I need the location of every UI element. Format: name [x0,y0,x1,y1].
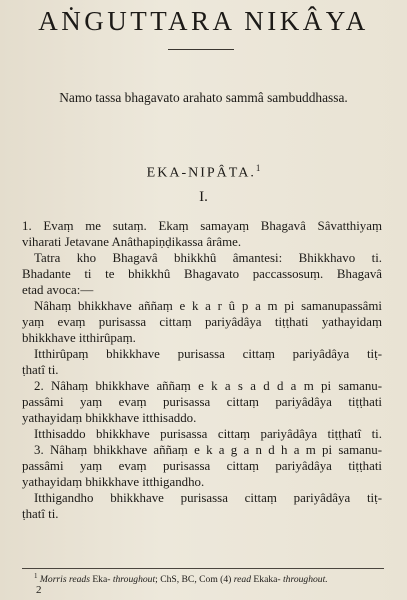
footnote [34,572,328,585]
text-line: Itthigandho bhikkhave purisassa cittaṃ pariyâdâya tiṭ- [34,491,382,505]
section-footnote-marker: 1 [255,163,261,173]
text-line: yathayidaṃ bhikkhave itthisaddo. [22,411,197,425]
footnote-italic: throughout. [282,574,328,586]
text-line: passâmi yaṃ evaṃ purisassa cittaṃ pariyâdâya tiṭṭhati [22,395,382,409]
text-line: ṭhatî ti. [22,363,59,377]
text-line: 3. Nâhaṃ bhikkhave aññaṃ e k a g a n d h a m pi samanu- [34,443,382,457]
footnote-text: Eka- [89,574,113,586]
footnote-divider [22,568,384,569]
text-line: 2. Nâhaṃ bhikkhave aññaṃ e k a s a d d a m pi samanu- [34,379,382,393]
text-line: 1. Evaṃ me sutaṃ. Ekaṃ samayaṃ Bhagavâ Sâvatthiyaṃ [22,219,382,233]
footnote-text: ; ChS, BC, Com (4) [155,574,234,586]
page-number: 2 [36,584,42,596]
footnote-italic: throughout [112,574,156,586]
text-line: Tatra kho Bhagavâ bhikkhû âmantesi: Bhikkhavo ti. [34,251,382,265]
chapter-number: I. [199,189,208,205]
page-title: AṄGUTTARA NIKÂYA [38,6,369,36]
text-line: ṭhatî ti. [22,507,59,521]
footnote-text: Ekaka- [251,574,283,586]
text-line: bhikkhave itthirûpaṃ. [22,331,136,345]
text-line: passâmi yaṃ evaṃ purisassa cittaṃ pariyâdâya tiṭṭhati [22,459,382,473]
text-line: yathayidaṃ bhikkhave itthigandho. [22,475,205,489]
text-line: yaṃ evaṃ purisassa cittaṃ pariyâdâya tiṭṭhati yathayidaṃ [22,315,382,329]
footnote-marker: 1 [34,572,38,580]
text-line: etad avoca:— [22,283,94,297]
text-line: Itthirûpaṃ bhikkhave purisassa cittaṃ pariyâdâya tiṭ- [34,347,382,361]
text-line: Nâhaṃ bhikkhave aññaṃ e k a r û p a m pi samanupassâmi [34,299,382,313]
namo-invocation: Namo tassa bhagavato arahato sammâ sambuddhassa. [59,90,348,105]
section-heading [0,163,407,182]
section-heading-text: EKA-NIPÂTA. [146,165,256,181]
footnote-italic: read [233,574,252,586]
title-divider [168,49,234,50]
footnote-italic: Morris reads [39,574,90,586]
text-line: Itthisaddo bhikkhave purisassa cittaṃ pariyâdâya tiṭṭhatî ti. [34,427,382,441]
text-line: viharati Jetavane Anâthapiṇḍikassa ârâme. [22,235,242,249]
text-line: Bhadante ti te bhikkhû Bhagavato paccassosuṃ. Bhagavâ [22,267,382,281]
